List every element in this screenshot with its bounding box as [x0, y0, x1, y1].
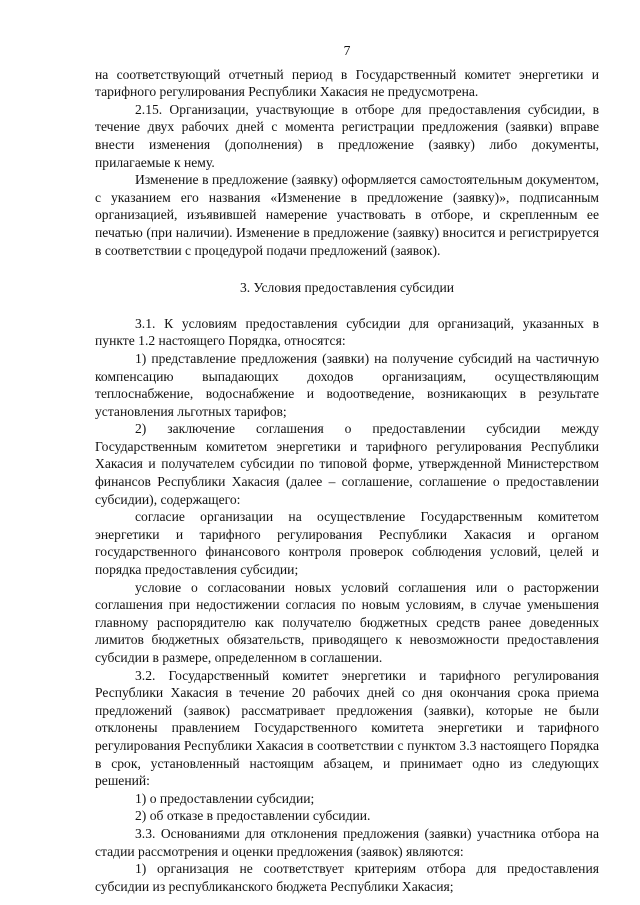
paragraph: на соответствующий отчетный период в Государственный комитет энергетики и тарифного регулирования Республики Хакасия не предусмотрена.: [95, 66, 599, 100]
list-item: 1) о предоставлении субсидии;: [135, 790, 315, 806]
paragraph-2-15: 2.15. Организации, участвующие в отборе для предоставления субсидии, в течение двух рабочих дней с момента регистрации предложения (заявки) вправе внести изменения (дополнения) в предложение (заявку) либо документы, прилагаемые к нему.: [95, 101, 599, 170]
paragraph: Изменение в предложение (заявку) оформляется самостоятельным документом, с указанием его названия «Изменение в предложение (заявку)», подписанным организацией, изъявившей намерение участвовать в отборе, и скрепленным ее печатью (при наличии). Изменение в предложение (заявку) вносится и регистрируется в соответствии с процедурой подачи предложений (заявок).: [95, 172, 599, 258]
section-heading: 3. Условия предоставления субсидии: [239, 280, 455, 296]
list-item: 2) заключение соглашения о предоставлении субсидии между Государственным комитетом энергетики и тарифного регулирования Республики Хакасия и получателем субсидии по типовой форме, утвержденной Министерством финансов Республики Хакасия (далее – соглашение, соглашение о предоставлении субсидии), содержащего:: [95, 421, 599, 507]
document-page: [95, 42, 599, 895]
list-item: 2) об отказе в предоставлении субсидии.: [135, 808, 371, 824]
paragraph-3-2: 3.2. Государственный комитет энергетики и тарифного регулирования Республики Хакасия в течение 20 рабочих дней со дня окончания срока приема предложений (заявок) рассматривает предложения (заявки), которые не были отклонены правлением Государственного комитета энергетики и тарифного регулирования Республики Хакасия в соответствии с пунктом 3.3 настоящего Порядка в срок, установленный настоящим абзацем, и принимает одно из следующих решений:: [95, 667, 599, 789]
paragraph: условие о согласовании новых условий соглашения или о расторжении соглашения при недостижении согласия по новым условиям, в случае уменьшения главному распорядителю как получателю бюджетных средств ранее доведенных лимитов бюджетных обязательств, приводящего к невозможности предоставления субсидии в размере, определенном в соглашении.: [95, 579, 599, 665]
list-item: 1) представление предложения (заявки) на получение субсидий на частичную компенсацию выпадающих доходов организациям, осуществляющим теплоснабжение, водоснабжение и водоотведение, возникающих в результате установления льготных тарифов;: [95, 350, 599, 419]
page-number: 7: [343, 43, 351, 58]
paragraph: согласие организации на осуществление Государственным комитетом энергетики и тарифного регулирования Республики Хакасия и органом государственного финансового контроля проверок соблюдения условий, целей и порядка предоставления субсидии;: [95, 509, 599, 578]
list-item: 1) организация не соответствует критериям отбора для предоставления субсидии из республиканского бюджета Республики Хакасия;: [95, 861, 599, 894]
paragraph-3-1: 3.1. К условиям предоставления субсидии для организаций, указанных в пункте 1.2 настоящего Порядка, относятся:: [95, 315, 599, 349]
paragraph-3-3: 3.3. Основаниями для отклонения предложения (заявки) участника отбора на стадии рассмотрения и оценки предложения (заявок) являются:: [95, 825, 599, 859]
